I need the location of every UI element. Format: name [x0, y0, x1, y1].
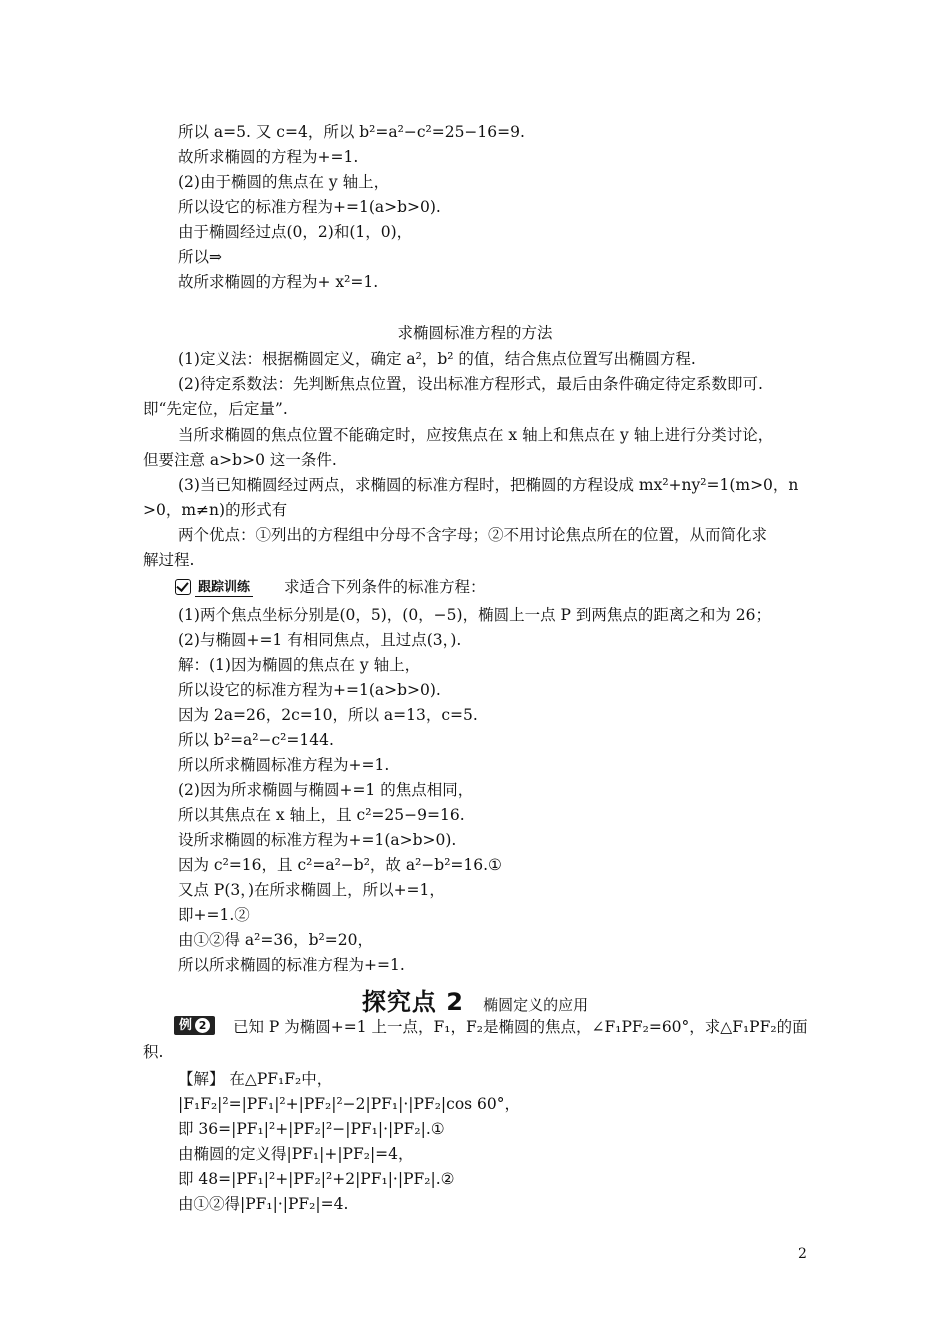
text-line: 故所求椭圆的方程为+=1. [178, 148, 359, 166]
tracking-line: 因为 2a=26，2c=10，所以 a=13，c=5. [178, 706, 478, 724]
text-line: 所以⇒ [178, 248, 222, 266]
method-paragraph: (3)当已知椭圆经过两点，求椭圆的标准方程时，把椭圆的方程设成 mx²+ny²=1(m>0，n [178, 476, 799, 494]
example-text: 已知 P 为椭圆+=1 上一点，F₁，F₂是椭圆的焦点，∠F₁PF₂=60°，求△F₁PF₂的面 [233, 1018, 808, 1036]
tracking-line: 所以 b²=a²−c²=144. [178, 731, 334, 749]
method-paragraph: >0，m≠n)的形式有 [143, 501, 288, 519]
solution-line: 【解】 在△PF₁F₂中， [178, 1070, 333, 1088]
tracking-line: 所以所求椭圆标准方程为+=1. [178, 756, 390, 774]
tracking-line: 解：(1)因为椭圆的焦点在 y 轴上， [178, 656, 421, 674]
section-subtitle: 椭圆定义的应用 [483, 996, 589, 1014]
text-line: (2)由于椭圆的焦点在 y 轴上， [178, 173, 390, 191]
tracking-line: 所以设它的标准方程为+=1(a>b>0). [178, 681, 441, 699]
solution-line: 由①②得|PF₁|·|PF₂|=4. [178, 1195, 349, 1213]
example-badge-label: 例 [179, 1018, 193, 1033]
method-paragraph: 两个优点：①列出的方程组中分母不含字母；②不用讨论焦点所在的位置，从而简化求 [178, 526, 768, 544]
text-line: 故所求椭圆的方程为+ x²=1. [178, 273, 379, 291]
section-heading [0, 982, 950, 1017]
tracking-line: 所以其焦点在 x 轴上，且 c²=25−9=16. [178, 806, 465, 824]
method-paragraph: 当所求椭圆的焦点位置不能确定时，应按焦点在 x 轴上和焦点在 y 轴上进行分类讨论， [178, 426, 774, 444]
tracking-prompt: 求适合下列条件的标准方程： [284, 578, 486, 596]
text-line: 所以设它的标准方程为+=1(a>b>0). [178, 198, 441, 216]
page-number: 2 [798, 1246, 807, 1262]
tracking-line: (2)与椭圆+=1 有相同焦点，且过点(3，). [178, 631, 462, 649]
tracking-line: (1)两个焦点坐标分别是(0，5)，(0，−5)，椭圆上一点 P 到两焦点的距离之和为 26； [178, 606, 772, 624]
solution-line: 即 36=|PF₁|²+|PF₂|²−|PF₁|·|PF₂|.① [178, 1120, 445, 1138]
method-paragraph: (1)定义法：根据椭圆定义，确定 a²，b² 的值，结合焦点位置写出椭圆方程. [178, 350, 696, 368]
example-badge [174, 1016, 215, 1035]
tracking-badge-label: 跟踪训练 [195, 576, 253, 597]
checkmark-icon [175, 579, 191, 595]
method-paragraph: 即“先定位，后定量”. [143, 400, 288, 418]
text-line: 由于椭圆经过点(0，2)和(1，0)， [178, 223, 413, 241]
method-title: 求椭圆标准方程的方法 [397, 324, 553, 342]
tracking-line: (2)因为所求椭圆与椭圆+=1 的焦点相同， [178, 781, 474, 799]
method-paragraph: (2)待定系数法：先判断焦点位置，设出标准方程形式，最后由条件确定待定系数即可. [178, 375, 763, 393]
solution-line: 即 48=|PF₁|²+|PF₂|²+2|PF₁|·|PF₂|.② [178, 1170, 455, 1188]
tracking-line: 设所求椭圆的标准方程为+=1(a>b>0). [178, 831, 457, 849]
method-paragraph: 解过程. [143, 551, 195, 569]
example-number: 2 [195, 1018, 210, 1033]
tracking-line: 所以所求椭圆的标准方程为+=1. [178, 956, 405, 974]
tracking-line: 即+=1.② [178, 906, 250, 924]
tracking-badge [175, 577, 253, 596]
tracking-line: 因为 c²=16，且 c²=a²−b²，故 a²−b²=16.① [178, 856, 502, 874]
text-line: 所以 a=5. 又 c=4，所以 b²=a²−c²=25−16=9. [178, 123, 525, 141]
example-text: 积. [143, 1043, 164, 1061]
tracking-line: 又点 P(3，)在所求椭圆上，所以+=1， [178, 881, 445, 899]
method-paragraph: 但要注意 a>b>0 这一条件. [143, 451, 337, 469]
solution-line: |F₁F₂|²=|PF₁|²+|PF₂|²−2|PF₁|·|PF₂|cos 60°， [178, 1095, 521, 1113]
solution-line: 由椭圆的定义得|PF₁|+|PF₂|=4， [178, 1145, 414, 1163]
section-title: 探究点 2 [361, 988, 464, 1016]
tracking-line: 由①②得 a²=36，b²=20， [178, 931, 373, 949]
